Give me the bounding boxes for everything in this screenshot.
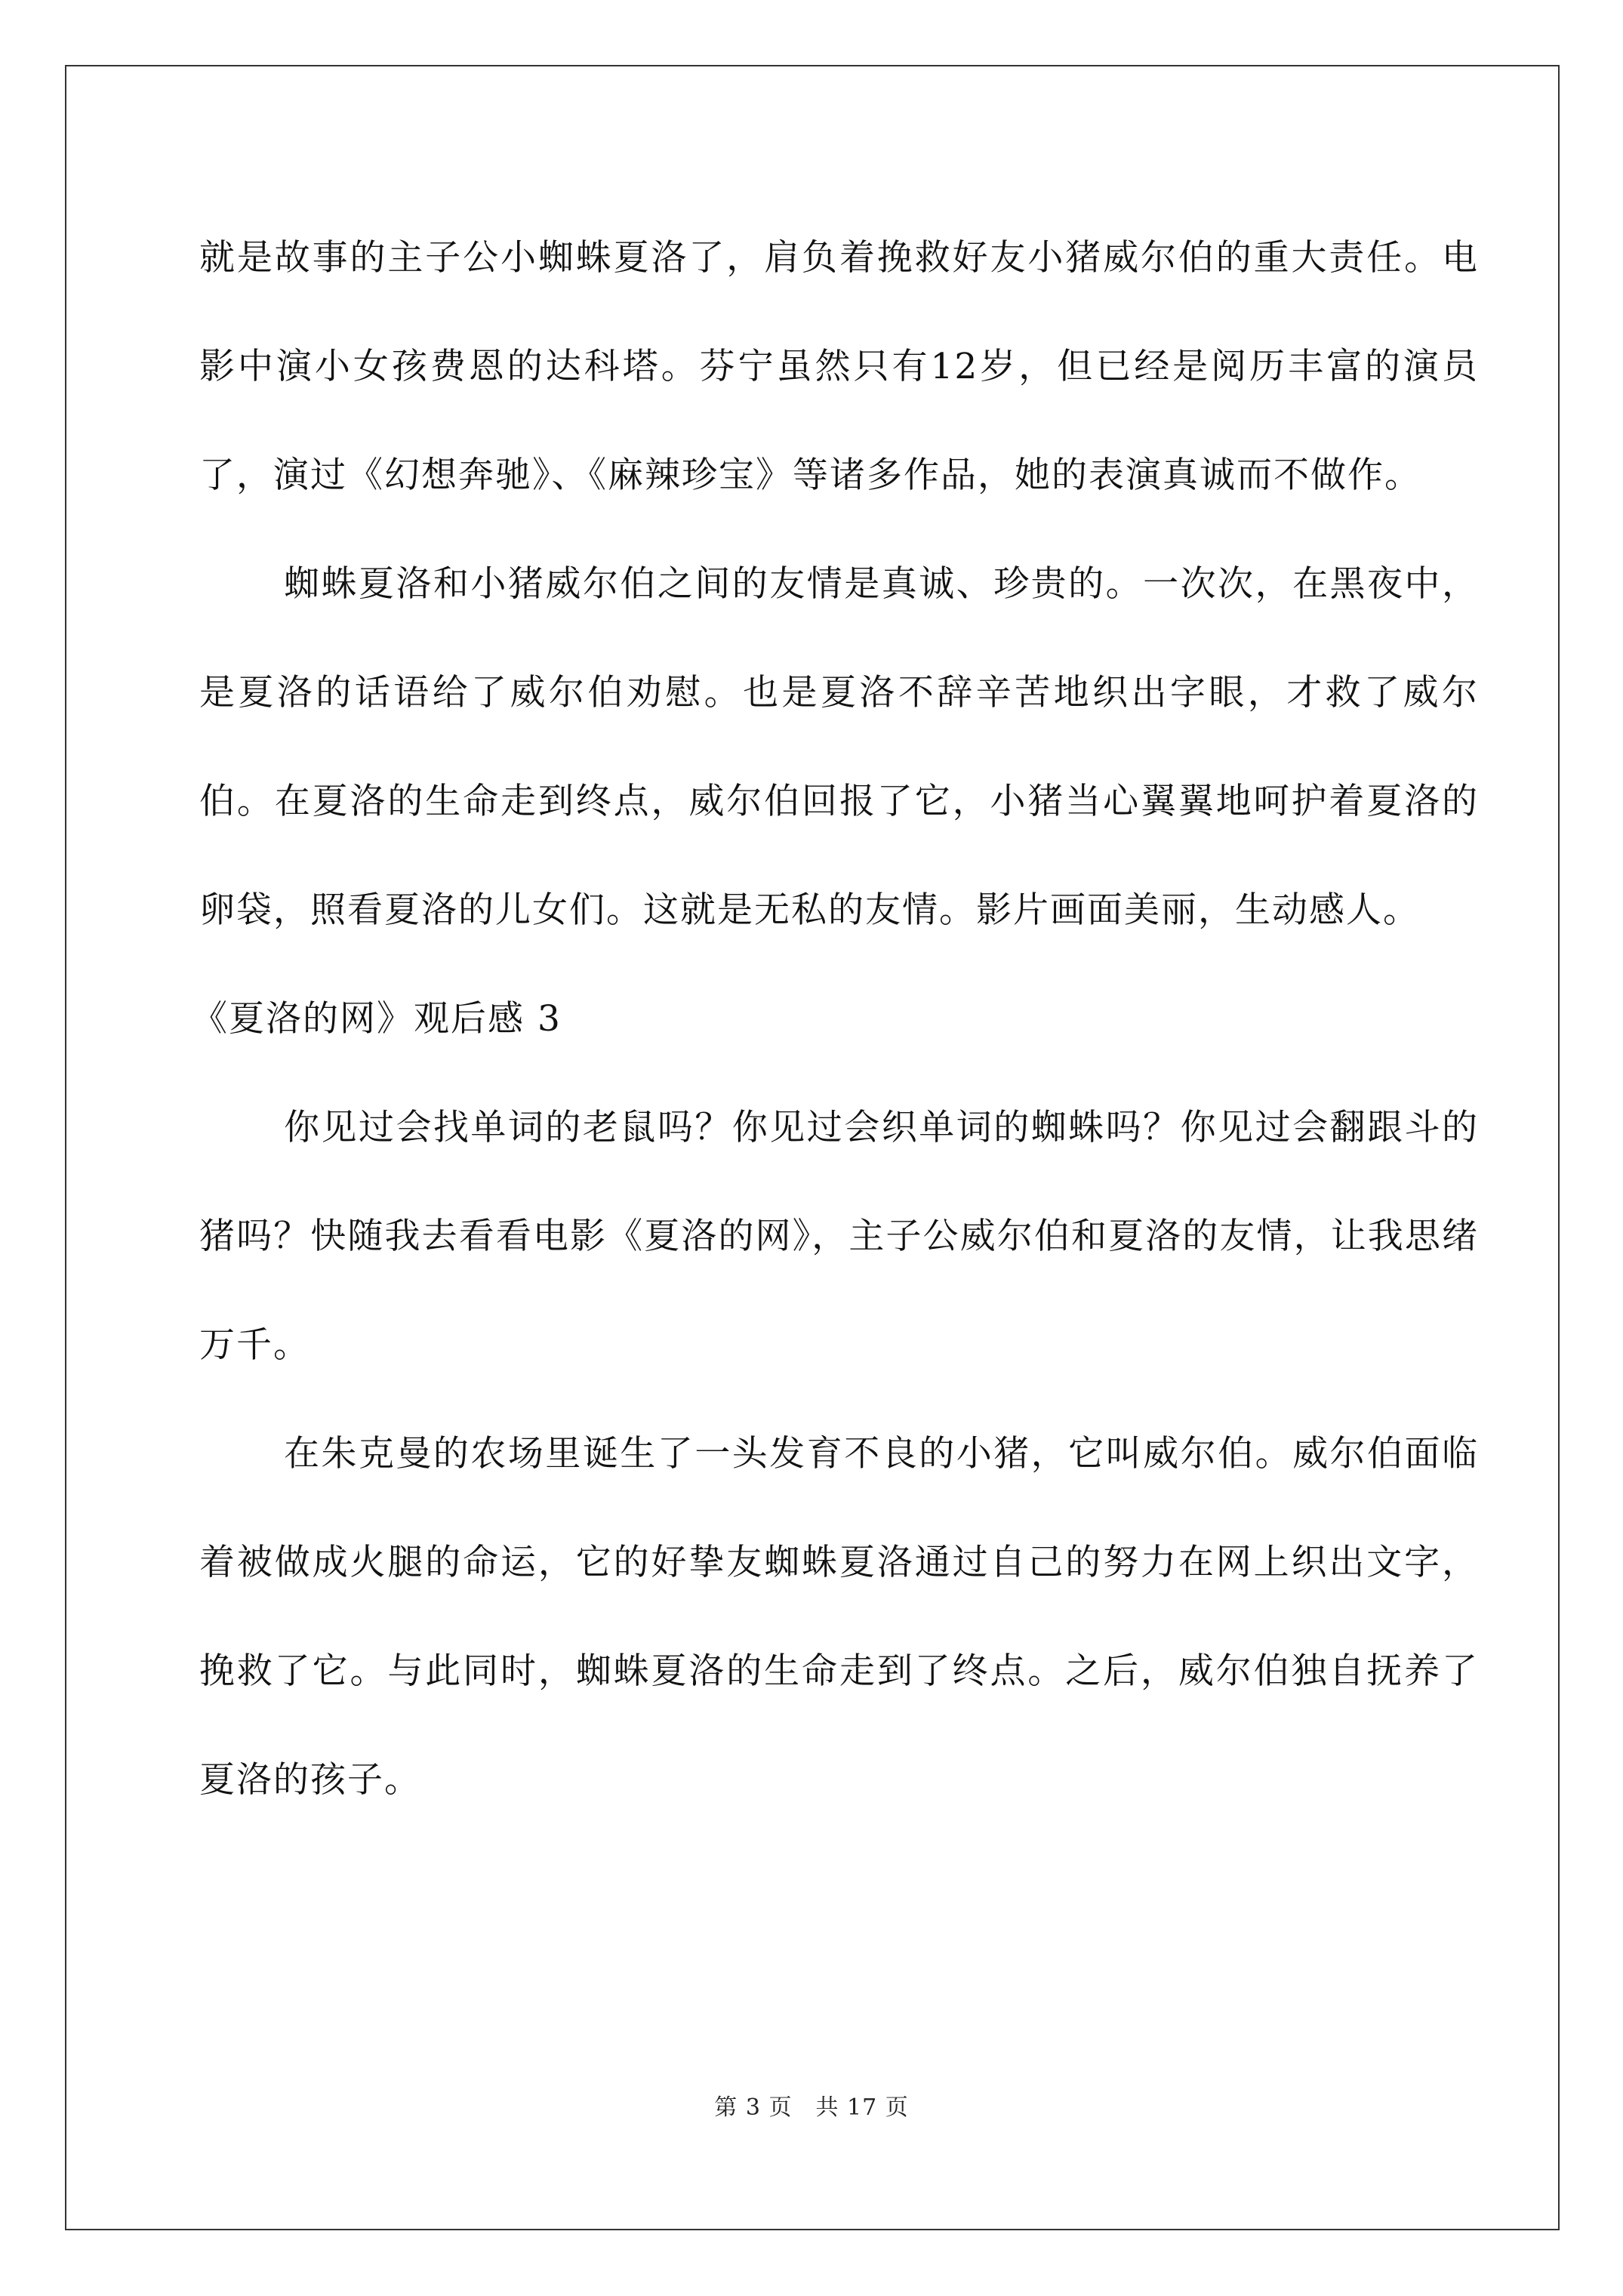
paragraph-story: 在朱克曼的农场里诞生了一头发育不良的小猪，它叫威尔伯。威尔伯面临着被做成火腿的命运，它的好挚友蜘蛛夏洛通过自己的努力在网上织出文字，挽救了它。与此同时，蜘蛛夏洛的生命走到了终点。之后，威尔伯独自抚养了夏洛的孩子。: [199, 1433, 1479, 1801]
page-number-footer: 第 3 页 共 17 页: [714, 2094, 909, 2121]
paragraph-continuation: 就是故事的主子公小蜘蛛夏洛了，肩负着挽救好友小猪威尔伯的重大责任。电影中演小女孩费恩的达科塔。芬宁虽然只有12岁，但已经是阅历丰富的演员了，演过《幻想奔驰》、《麻辣珍宝》等诸多作品，她的表演真诚而不做作。: [199, 237, 1479, 496]
paragraph-intro: 你见过会找单词的老鼠吗？你见过会织单词的蜘蛛吗？你见过会翻跟斗的猪吗？快随我去看看电影《夏洛的网》，主子公威尔伯和夏洛的友情，让我思绪万千。: [199, 1107, 1479, 1366]
document-body: [192, 204, 1479, 1835]
section-title: 《夏洛的网》观后感 3: [192, 998, 562, 1040]
paragraph-friendship: 蜘蛛夏洛和小猪威尔伯之间的友情是真诚、珍贵的。一次次，在黑夜中，是夏洛的话语给了威尔伯劝慰。也是夏洛不辞辛苦地织出字眼，才救了威尔伯。在夏洛的生命走到终点，威尔伯回报了它，小猪当心翼翼地呵护着夏洛的卵袋，照看夏洛的儿女们。这就是无私的友情。影片画面美丽，生动感人。: [199, 563, 1479, 931]
